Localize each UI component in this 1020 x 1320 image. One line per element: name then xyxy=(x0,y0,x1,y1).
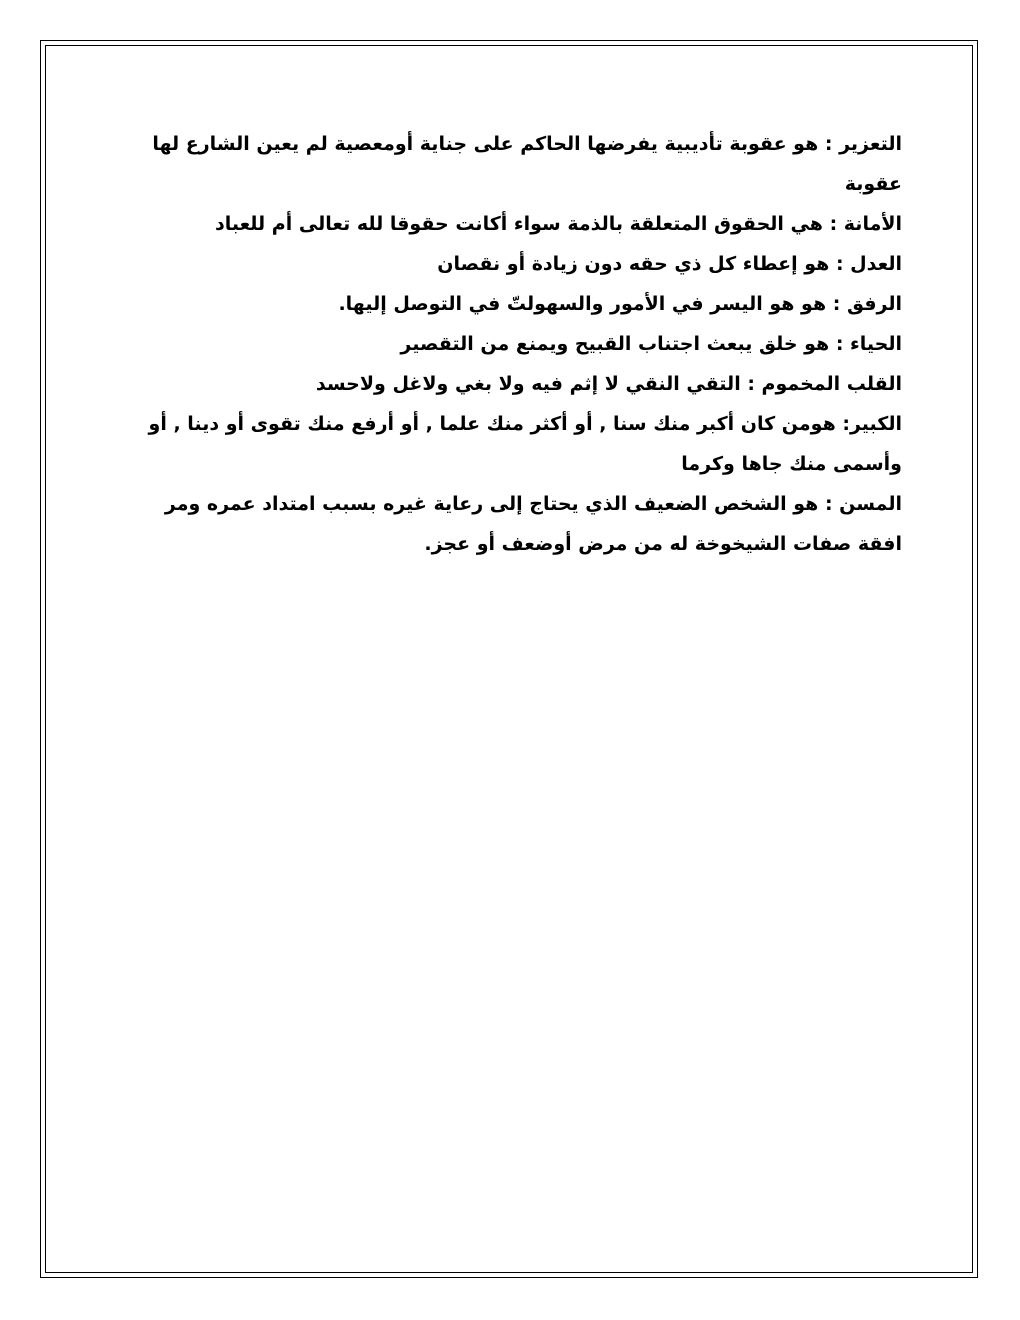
definition-entry-haya: الحياء : هو خلق يبعث اجتناب القبيح ويمنع من التقصير xyxy=(400,333,902,355)
definition-entry-kabir: الكبير: هومن كان أكبر منك سنا , أو أكثر منك علما , أو أرفع منك تقوى أو دينا , أو وأسمى منك جاها وكرما xyxy=(148,413,902,475)
definition-entry-amana: الأمانة : هي الحقوق المتعلقة بالذمة سواء أكانت حقوقا لله تعالى أم للعباد xyxy=(214,213,902,235)
definition-entry-adl: العدل : هو إعطاء كل ذي حقه دون زيادة أو نقصان xyxy=(437,253,902,275)
definition-entry-rifq: الرفق : هو هو اليسر في الأمور والسهولتّ في التوصل إليها. xyxy=(338,293,902,315)
definition-entry-tazir: التعزير : هو عقوبة تأديبية يفرضها الحاكم على جناية أومعصية لم يعين الشارع لها عقوبة xyxy=(152,133,902,195)
definition-entry-qalb-makhmum: القلب المخموم : التقي النقي لا إثم فيه ولا بغي ولاغل ولاحسد xyxy=(315,373,902,395)
definitions-text-block xyxy=(140,124,902,564)
definition-entry-musin: المسن : هو الشخص الضعيف الذي يحتاج إلى رعاية غيره بسبب امتداد عمره ومر افقة صفات الشيخوخة له من مرض أوضعف أو عجز. xyxy=(164,493,902,555)
